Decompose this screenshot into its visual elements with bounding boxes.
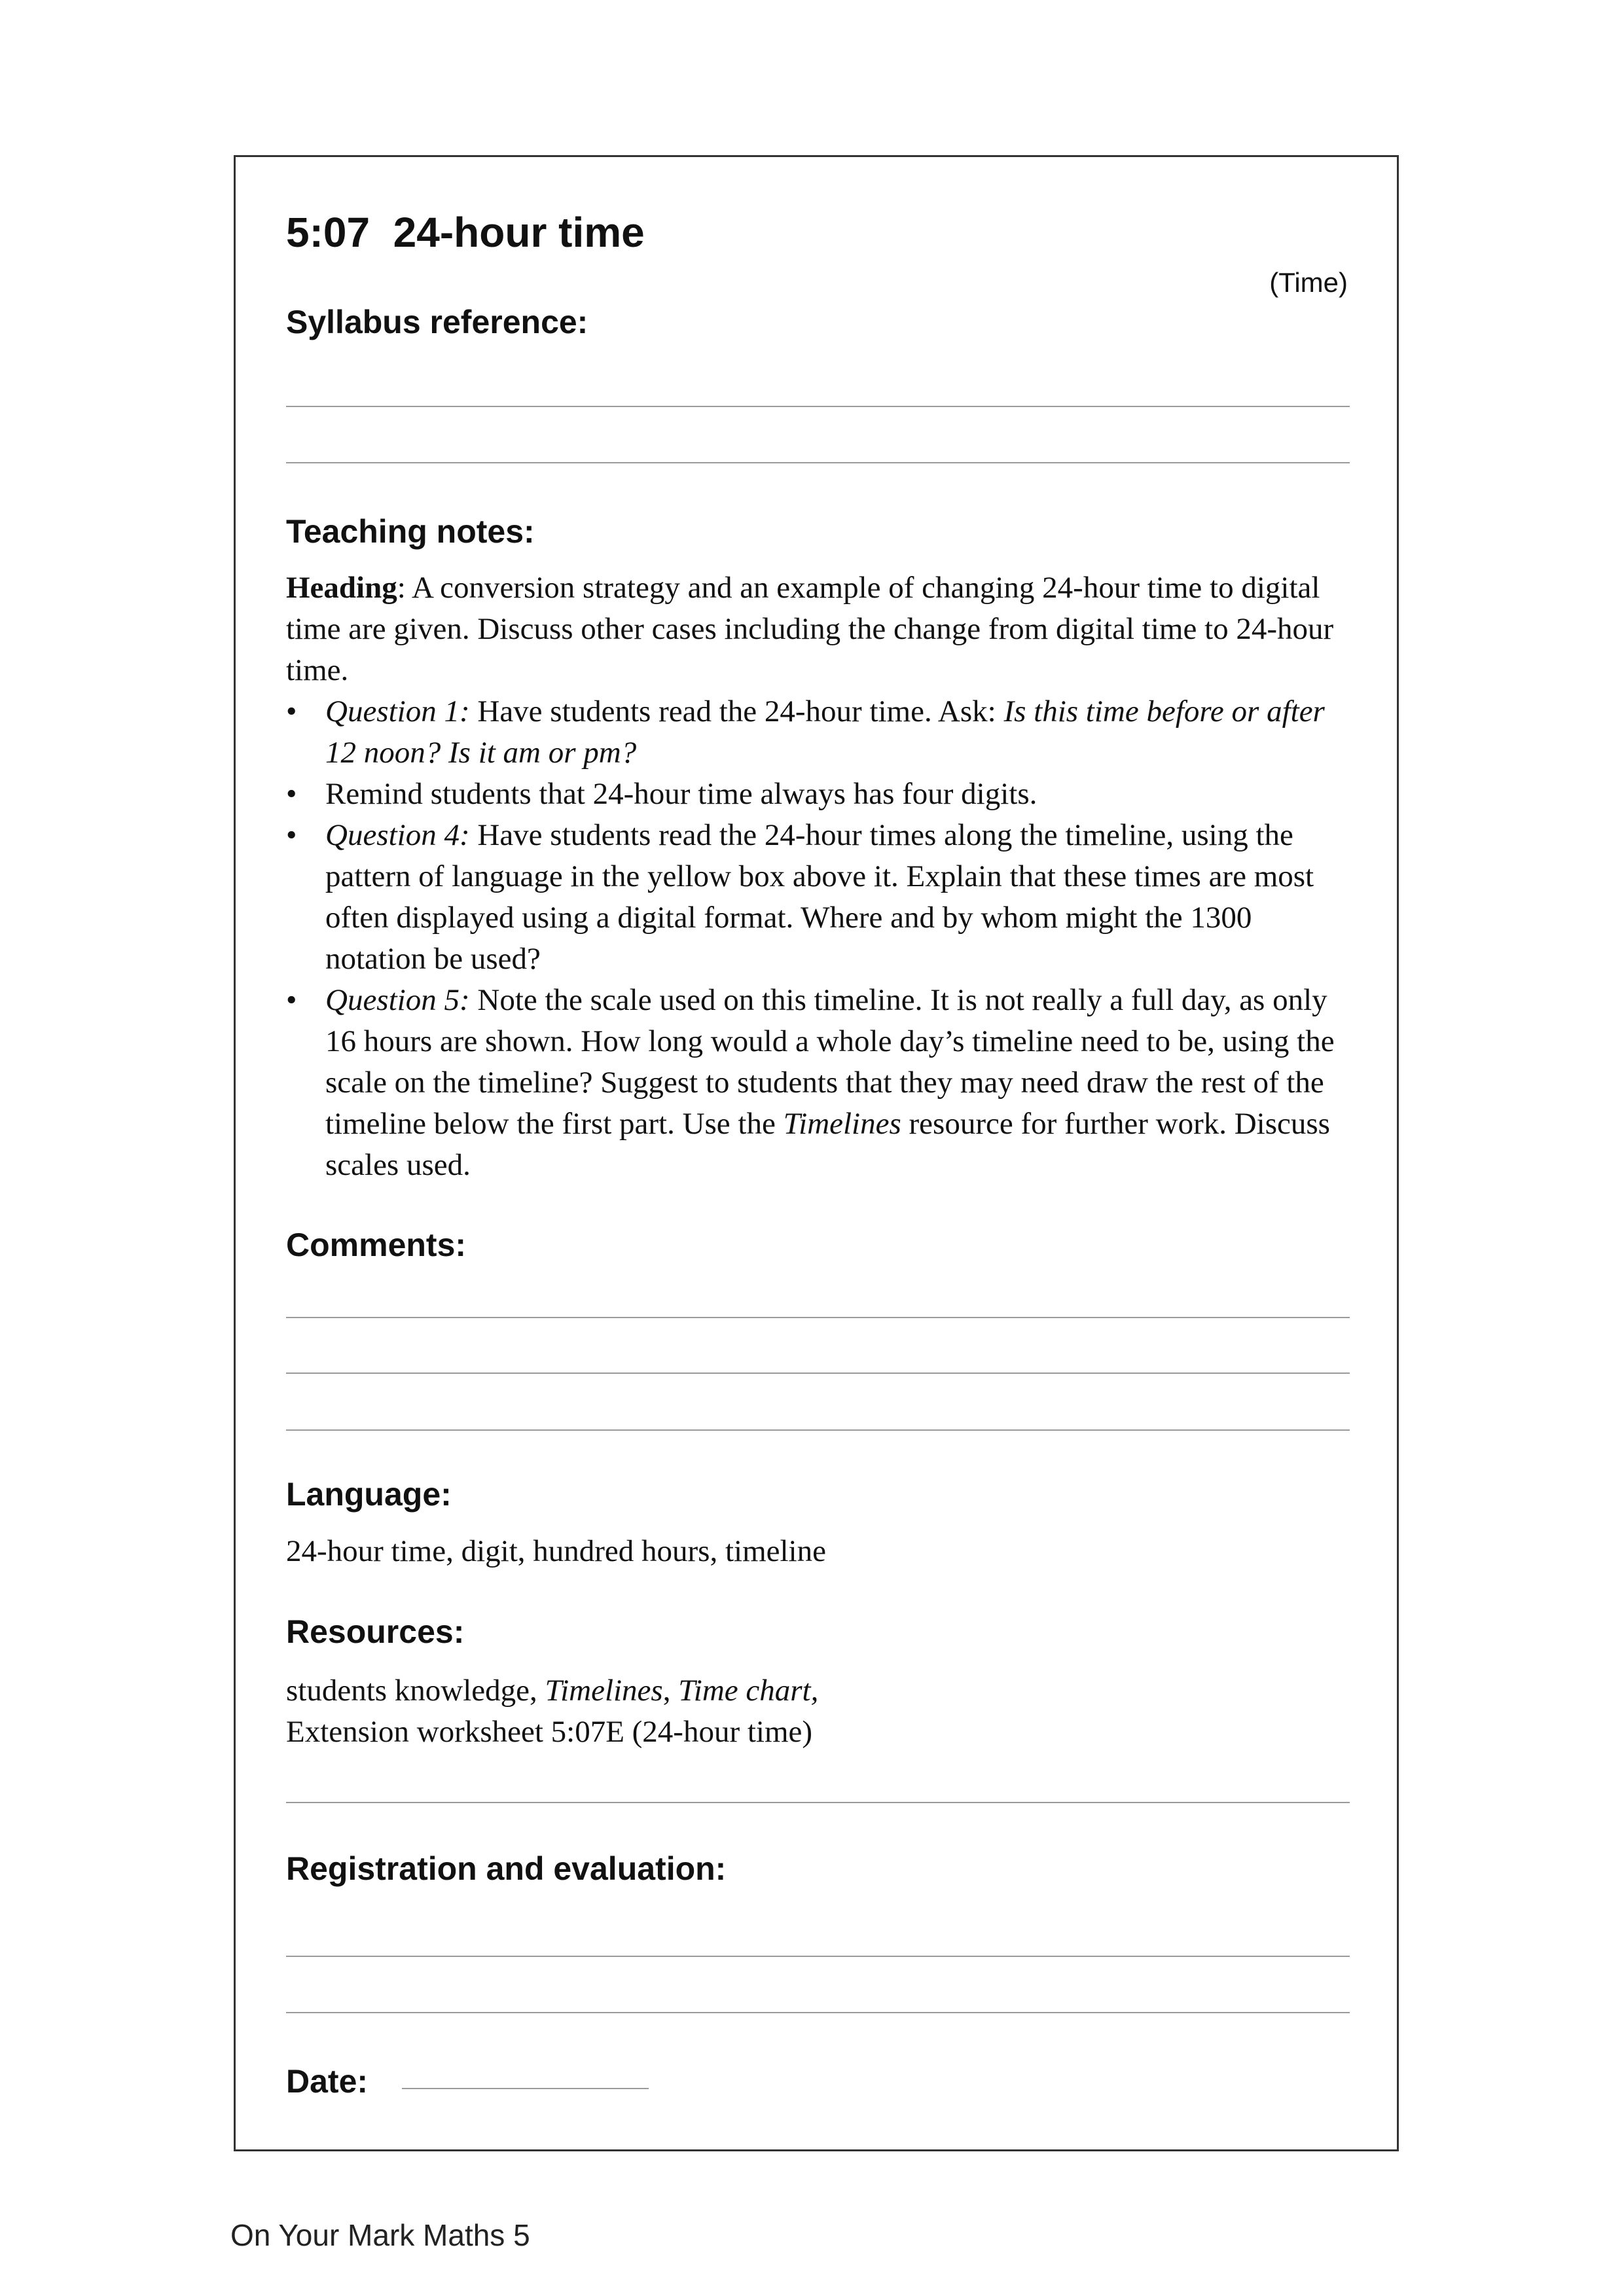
teaching-bullets	[286, 691, 1360, 1186]
heading-label: Heading	[286, 571, 397, 605]
date-label: Date:	[286, 2063, 369, 2100]
bullet-question-4	[286, 815, 1360, 980]
q4-text: Have students read the 24-hour times along the timeline, using the pattern of language in the yellow box above it. Explain that these times are most often displayed using a digital format. Where and by whom might the 1300 notation be used?	[325, 818, 1314, 976]
heading-paragraph	[286, 567, 1360, 691]
syllabus-heading: Syllabus reference:	[286, 304, 588, 340]
teaching-notes-body	[286, 567, 1360, 1186]
teaching-notes-heading: Teaching notes:	[286, 513, 535, 550]
q5-italic: Timelines	[783, 1107, 901, 1141]
bullet-remind	[286, 774, 1360, 815]
q1-italic: Is this time before or after 12 noon? Is it am or pm?	[325, 694, 1325, 770]
q1-label: Question 1:	[325, 694, 470, 728]
page-title: 5:07 24-hour time	[286, 209, 645, 256]
registration-line-1	[286, 1956, 1350, 1957]
comments-line-2	[286, 1372, 1350, 1374]
registration-heading: Registration and evaluation:	[286, 1850, 727, 1887]
comments-heading: Comments:	[286, 1227, 467, 1263]
resources-part1: students knowledge,	[286, 1674, 545, 1708]
syllabus-line-2	[286, 462, 1350, 463]
resources-line-2: Extension worksheet 5:07E (24-hour time)	[286, 1715, 813, 1749]
resources-time-chart: Time chart,	[678, 1674, 819, 1708]
comments-line-3	[286, 1429, 1350, 1431]
language-text: 24-hour time, digit, hundred hours, timeline	[286, 1534, 826, 1568]
heading-text: : A conversion strategy and an example of changing 24-hour time to digital time are given. Discuss other cases including the change from digital time to 24-hour time.	[286, 571, 1334, 687]
bullet-question-5	[286, 980, 1360, 1186]
resources-timelines: Timelines	[545, 1674, 663, 1708]
resources-text	[286, 1670, 1360, 1753]
date-line	[402, 2088, 649, 2089]
q4-label: Question 4:	[325, 818, 470, 852]
resources-line-1	[286, 1670, 1360, 1712]
registration-line-2	[286, 2012, 1350, 2013]
remind-text: Remind students that 24-hour time always has four digits.	[325, 777, 1038, 811]
resources-comma: ,	[662, 1674, 679, 1708]
q5-text-b: resource for further work. Discuss scales used.	[325, 1107, 1330, 1182]
bullet-question-1	[286, 691, 1360, 774]
resources-heading: Resources:	[286, 1613, 465, 1650]
q1-text: Have students read the 24-hour time. Ask:	[469, 694, 1004, 728]
strand-tag: (Time)	[1269, 267, 1348, 298]
language-heading: Language:	[286, 1476, 452, 1513]
q5-label: Question 5:	[325, 983, 470, 1017]
syllabus-line-1	[286, 406, 1350, 407]
comments-line-1	[286, 1317, 1350, 1318]
resources-line	[286, 1802, 1350, 1803]
q5-text-a: Note the scale used on this timeline. It is not really a full day, as only 16 hours are shown. How long would a whole day’s timeline need to be, using the scale on the timeline? Suggest to students that they may need draw the rest of the timeline below the first part. Use the	[325, 983, 1335, 1141]
page-footer: On Your Mark Maths 5	[230, 2218, 530, 2252]
